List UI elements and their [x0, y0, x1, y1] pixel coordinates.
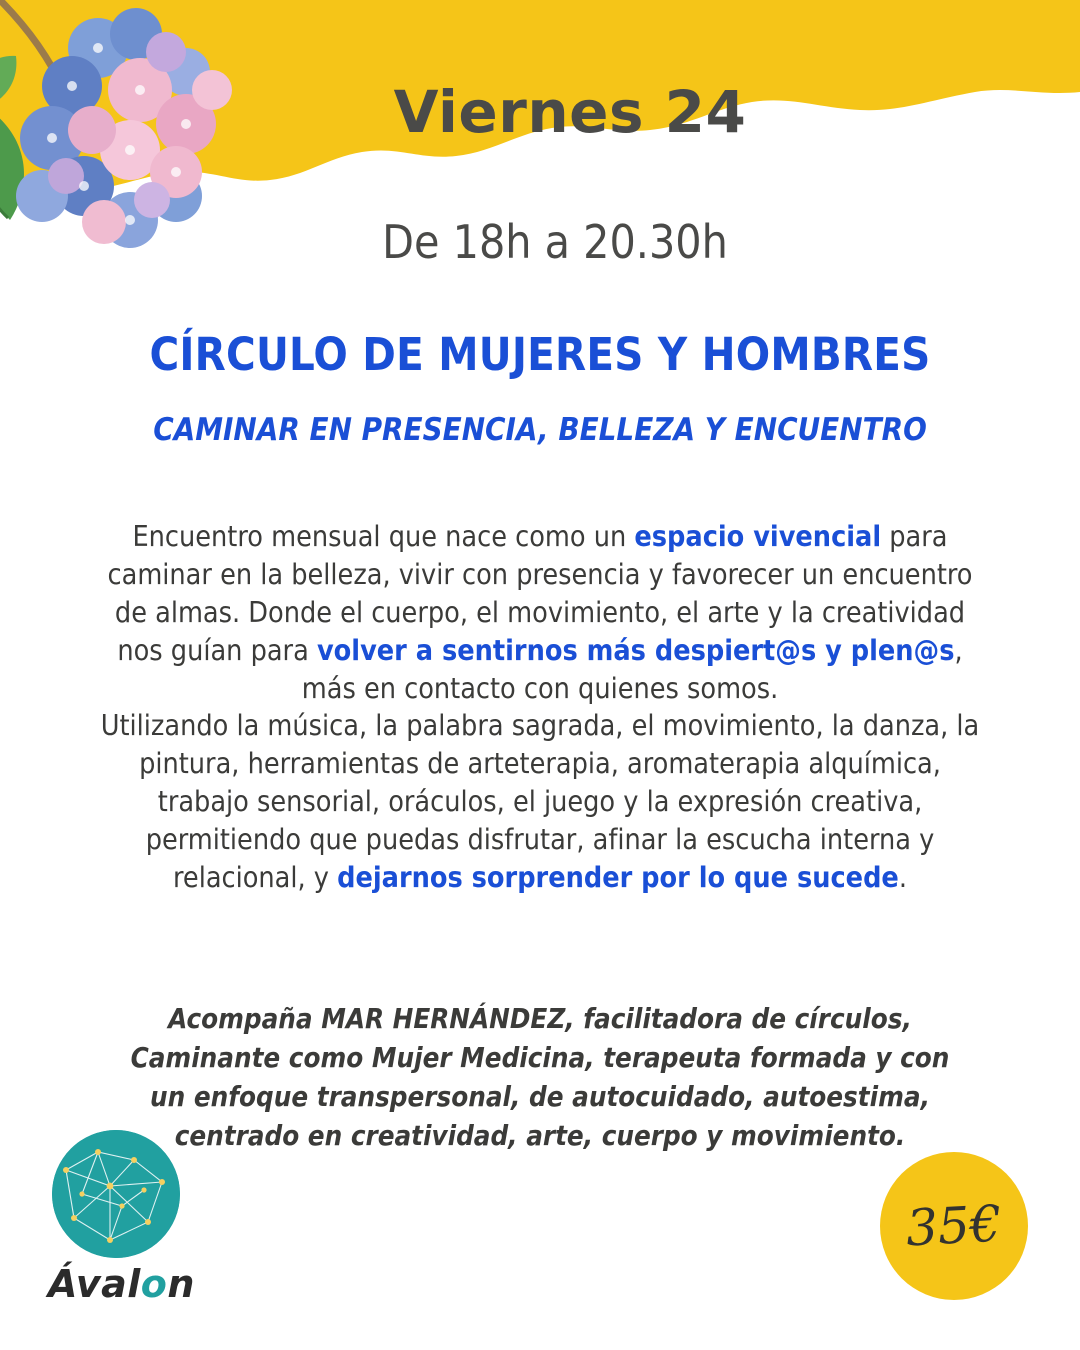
desc-p2-highlight1: dejarnos sorprender por lo que sucede	[337, 861, 899, 895]
price-badge	[880, 1152, 1028, 1300]
event-time: De 18h a 20.30h	[382, 215, 728, 269]
desc-p2-text1: Utilizando la música, la palabra sagrada, el movimiento, la danza, la pintura, herramientas de arteterapia, aromaterapia alquímica, trabajo sensorial, oráculos, el juego y la expresión creativa, permitiendo que puedas disfrutar, afinar la escucha interna y relacional, y	[100, 709, 980, 895]
description-paragraph-1	[108, 520, 973, 705]
desc-p1-text3: , más en contacto con quienes somos.	[301, 633, 963, 705]
event-description	[90, 518, 990, 897]
globe-network-icon	[52, 1130, 180, 1258]
page-title-day: Viernes 24	[393, 78, 747, 146]
desc-p1-highlight1: espacio vivencial	[634, 520, 882, 553]
event-main-title: CÍRCULO DE MUJERES Y HOMBRES	[149, 328, 931, 381]
description-paragraph-2	[101, 709, 980, 894]
logo-wordmark	[48, 1262, 195, 1306]
desc-p2-text2: .	[898, 861, 907, 895]
hydrangea-flower-illustration	[0, 0, 310, 320]
globe-network-graphic	[52, 1130, 180, 1258]
logo-text-part2: n	[167, 1262, 195, 1306]
desc-p1-text1: Encuentro mensual que nace como un	[132, 520, 635, 553]
logo-text-part1: Ával	[48, 1262, 141, 1306]
avalon-logo	[30, 1130, 210, 1320]
logo-text-accent: o	[140, 1262, 168, 1306]
desc-p1-highlight2: volver a sentirnos más despiert@s y plen@s	[316, 633, 955, 667]
event-subtitle: CAMINAR EN PRESENCIA, BELLEZA Y ENCUENTRO	[153, 412, 927, 448]
desc-p1-text2: para caminar en la belleza, vivir con presencia y favorecer un encuentro de almas. Donde el cuerpo, el movimiento, el arte y la creatividad nos guían para	[107, 520, 973, 667]
facilitator-info: Acompaña MAR HERNÁNDEZ, facilitadora de círculos, Caminante como Mujer Medicina, terapeuta formada y con un enfoque transpersonal, de autocuidado, autoestima, centrado en creatividad, arte, cuerpo y movimiento.	[130, 1003, 950, 1153]
price-value: 35€	[904, 1194, 1004, 1258]
